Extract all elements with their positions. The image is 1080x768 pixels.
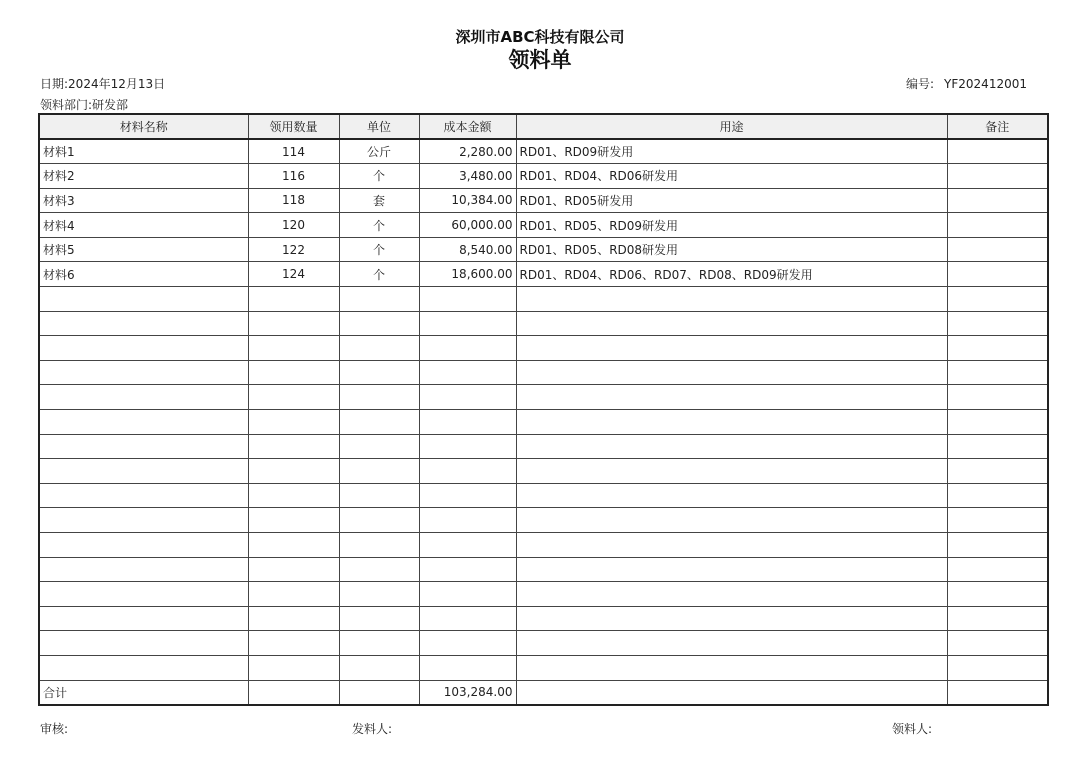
document-title: 领料单 [508, 48, 572, 72]
table-cell-empty [419, 311, 516, 336]
table-cell-purpose: RD01、RD05、RD09研发用 [516, 213, 947, 238]
table-cell-empty [516, 631, 947, 656]
table-cell-empty [248, 582, 339, 607]
table-cell-unit: 套 [339, 188, 419, 213]
table-cell-empty [947, 336, 1048, 361]
table-cell-empty [516, 680, 947, 705]
table-cell-empty [947, 533, 1048, 558]
table-row-empty [39, 410, 1048, 435]
table-row [39, 213, 1048, 238]
column-header: 用途 [516, 114, 947, 139]
table-cell-empty [947, 385, 1048, 410]
document-number-line [906, 75, 1027, 92]
table-cell-empty [339, 606, 419, 631]
table-cell-qty: 116 [248, 164, 339, 189]
table-row [39, 188, 1048, 213]
date-value: 2024年12月13日 [68, 77, 166, 91]
table-cell-empty [39, 434, 248, 459]
table-cell-empty [419, 533, 516, 558]
table-cell-empty [419, 410, 516, 435]
table-cell-empty [516, 533, 947, 558]
total-row [39, 680, 1048, 705]
table-cell-empty [248, 434, 339, 459]
table-cell-empty [339, 483, 419, 508]
table-cell-empty [419, 336, 516, 361]
table-cell-empty [339, 434, 419, 459]
table-cell-empty [516, 508, 947, 533]
table-row-empty [39, 360, 1048, 385]
table-cell-cost: 8,540.00 [419, 237, 516, 262]
table-row [39, 237, 1048, 262]
table-cell-cost: 18,600.00 [419, 262, 516, 287]
issuer-signature-label: 发料人: [352, 722, 393, 736]
table-cell-name: 材料4 [39, 213, 248, 238]
table-cell-empty [947, 508, 1048, 533]
table-cell-purpose: RD01、RD09研发用 [516, 139, 947, 164]
table-cell-empty [419, 606, 516, 631]
table-cell-empty [947, 311, 1048, 336]
table-cell-empty [248, 410, 339, 435]
table-row [39, 262, 1048, 287]
table-cell-note [947, 139, 1048, 164]
table-cell-empty [419, 631, 516, 656]
table-row-empty [39, 655, 1048, 680]
table-cell-empty [339, 680, 419, 705]
table-cell-empty [516, 311, 947, 336]
table-cell-empty [516, 606, 947, 631]
table-cell-empty [248, 508, 339, 533]
table-cell-note [947, 262, 1048, 287]
table-cell-empty [39, 336, 248, 361]
table-cell-empty [248, 483, 339, 508]
table-cell-cost: 2,280.00 [419, 139, 516, 164]
table-cell-empty [419, 557, 516, 582]
table-cell-empty [419, 655, 516, 680]
reviewer-signature-label: 审核: [40, 722, 69, 736]
table-cell-unit: 公斤 [339, 139, 419, 164]
table-cell-cost: 60,000.00 [419, 213, 516, 238]
table-cell-empty [339, 287, 419, 312]
table-cell-purpose: RD01、RD05、RD08研发用 [516, 237, 947, 262]
table-cell-cost: 3,480.00 [419, 164, 516, 189]
table-cell-empty [516, 336, 947, 361]
table-cell-empty [339, 533, 419, 558]
company-name: 深圳市ABC科技有限公司 [455, 28, 625, 46]
table-cell-name: 材料1 [39, 139, 248, 164]
table-cell-empty [248, 655, 339, 680]
document-number-label: 编号: [906, 77, 935, 91]
column-header: 成本金额 [419, 114, 516, 139]
table-cell-unit: 个 [339, 237, 419, 262]
table-cell-qty: 118 [248, 188, 339, 213]
table-cell-empty [419, 459, 516, 484]
table-cell-empty [248, 631, 339, 656]
table-cell-unit: 个 [339, 164, 419, 189]
table-cell-empty [339, 655, 419, 680]
table-row-empty [39, 606, 1048, 631]
table-cell-empty [248, 385, 339, 410]
table-cell-empty [248, 557, 339, 582]
table-row-empty [39, 582, 1048, 607]
table-cell-empty [39, 655, 248, 680]
table-cell-empty [516, 434, 947, 459]
table-cell-empty [39, 557, 248, 582]
table-cell-empty [39, 533, 248, 558]
table-header-row [39, 114, 1048, 139]
material-requisition-table [38, 113, 1049, 706]
table-cell-empty [947, 631, 1048, 656]
table-cell-empty [947, 360, 1048, 385]
table-cell-empty [248, 459, 339, 484]
table-row [39, 164, 1048, 189]
column-header: 材料名称 [39, 114, 248, 139]
table-row [39, 139, 1048, 164]
table-cell-empty [39, 606, 248, 631]
table-cell-empty [248, 311, 339, 336]
table-cell-purpose: RD01、RD04、RD06、RD07、RD08、RD09研发用 [516, 262, 947, 287]
table-row-empty [39, 311, 1048, 336]
table-cell-empty [516, 582, 947, 607]
table-cell-empty [516, 655, 947, 680]
table-cell-purpose: RD01、RD04、RD06研发用 [516, 164, 947, 189]
table-cell-empty [339, 582, 419, 607]
table-row-empty [39, 336, 1048, 361]
table-cell-empty [947, 483, 1048, 508]
table-cell-empty [516, 360, 947, 385]
table-row-empty [39, 459, 1048, 484]
table-cell-empty [419, 287, 516, 312]
table-row-empty [39, 434, 1048, 459]
table-cell-empty [516, 483, 947, 508]
table-cell-empty [39, 459, 248, 484]
table-cell-name: 材料3 [39, 188, 248, 213]
table-cell-empty [39, 385, 248, 410]
department-label: 领料部门: [40, 98, 93, 112]
table-cell-empty [947, 434, 1048, 459]
table-cell-empty [947, 582, 1048, 607]
table-cell-note [947, 188, 1048, 213]
table-cell-empty [339, 459, 419, 484]
table-row-empty [39, 631, 1048, 656]
department-value: 研发部 [92, 98, 129, 112]
table-cell-qty: 114 [248, 139, 339, 164]
receiver-signature-label: 领料人: [892, 722, 933, 736]
table-row-empty [39, 508, 1048, 533]
table-cell-name: 材料2 [39, 164, 248, 189]
column-header: 备注 [947, 114, 1048, 139]
table-cell-empty [339, 631, 419, 656]
table-cell-empty [339, 360, 419, 385]
table-cell-qty: 124 [248, 262, 339, 287]
table-cell-note [947, 213, 1048, 238]
table-cell-empty [516, 557, 947, 582]
table-cell-empty [947, 680, 1048, 705]
table-row-empty [39, 287, 1048, 312]
table-cell-note [947, 164, 1048, 189]
table-cell-empty [947, 410, 1048, 435]
table-row-empty [39, 533, 1048, 558]
table-cell-empty [339, 336, 419, 361]
table-cell-empty [248, 533, 339, 558]
table-cell-empty [248, 606, 339, 631]
table-cell-empty [419, 434, 516, 459]
date-label: 日期: [40, 77, 69, 91]
table-row-empty [39, 385, 1048, 410]
table-cell-empty [39, 311, 248, 336]
table-cell-empty [339, 311, 419, 336]
total-label: 合计 [39, 680, 248, 705]
table-cell-empty [947, 655, 1048, 680]
table-cell-empty [39, 483, 248, 508]
column-header: 领用数量 [248, 114, 339, 139]
table-cell-purpose: RD01、RD05研发用 [516, 188, 947, 213]
table-cell-empty [39, 582, 248, 607]
table-cell-empty [516, 459, 947, 484]
table-cell-empty [516, 287, 947, 312]
table-cell-empty [516, 385, 947, 410]
table-cell-empty [39, 631, 248, 656]
table-cell-empty [248, 680, 339, 705]
table-cell-cost: 10,384.00 [419, 188, 516, 213]
table-cell-unit: 个 [339, 262, 419, 287]
table-cell-empty [39, 287, 248, 312]
table-cell-empty [419, 582, 516, 607]
table-cell-empty [248, 287, 339, 312]
table-cell-empty [419, 385, 516, 410]
table-cell-empty [947, 557, 1048, 582]
table-cell-unit: 个 [339, 213, 419, 238]
table-row-empty [39, 557, 1048, 582]
table-cell-name: 材料6 [39, 262, 248, 287]
table-row-empty [39, 483, 1048, 508]
table-cell-empty [947, 459, 1048, 484]
column-header: 单位 [339, 114, 419, 139]
table-cell-empty [39, 360, 248, 385]
table-cell-empty [419, 483, 516, 508]
total-cost: 103,284.00 [419, 680, 516, 705]
table-cell-empty [339, 557, 419, 582]
table-cell-note [947, 237, 1048, 262]
document-number-value: YF202412001 [944, 77, 1027, 91]
date-line [40, 75, 165, 92]
table-cell-empty [39, 508, 248, 533]
table-cell-qty: 122 [248, 237, 339, 262]
department-line [40, 96, 128, 113]
table-cell-empty [419, 360, 516, 385]
table-cell-empty [248, 360, 339, 385]
table-cell-empty [339, 410, 419, 435]
table-cell-empty [419, 508, 516, 533]
table-cell-empty [339, 385, 419, 410]
table-cell-empty [947, 287, 1048, 312]
table-cell-empty [947, 606, 1048, 631]
table-cell-qty: 120 [248, 213, 339, 238]
table-cell-empty [39, 410, 248, 435]
table-cell-name: 材料5 [39, 237, 248, 262]
table-cell-empty [248, 336, 339, 361]
table-cell-empty [339, 508, 419, 533]
table-cell-empty [516, 410, 947, 435]
